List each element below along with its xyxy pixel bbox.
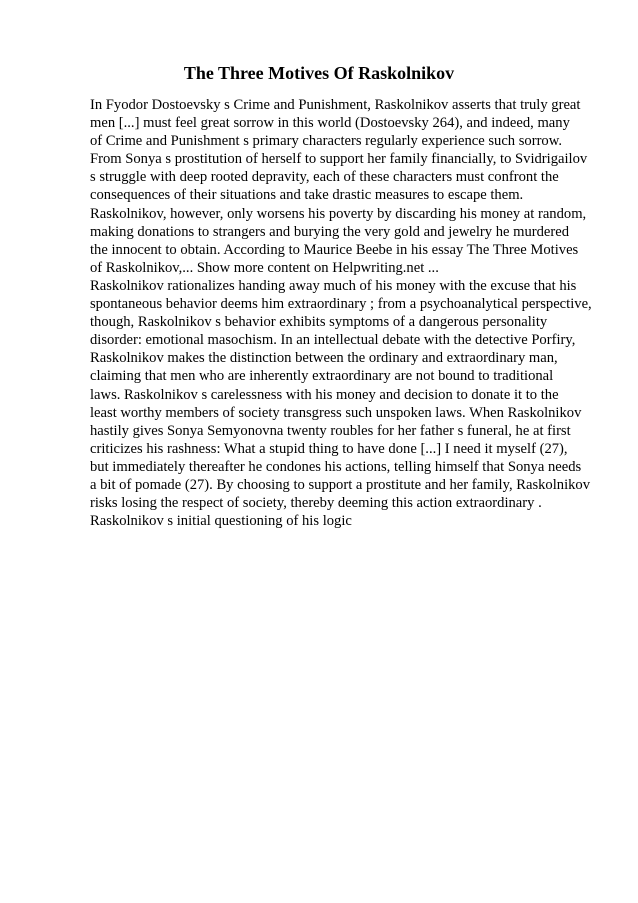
document-body	[90, 96, 592, 530]
body-line: least worthy members of society transgress such unspoken laws. When Raskolnikov	[90, 404, 582, 421]
body-line: disorder: emotional masochism. In an intellectual debate with the detective Porfiry,	[90, 332, 576, 349]
body-line: laws. Raskolnikov s carelessness with his money and decision to donate it to the	[90, 386, 559, 403]
body-line: s struggle with deep rooted depravity, each of these characters must confront the	[90, 169, 559, 186]
body-line: Raskolnikov, however, only worsens his poverty by discarding his money at random,	[90, 205, 587, 222]
body-line: making donations to strangers and burying the very gold and jewelry he murdered	[90, 223, 570, 240]
document-title: The Three Motives Of Raskolnikov	[183, 63, 455, 83]
body-line: spontaneous behavior deems him extraordinary ; from a psychoanalytical perspective,	[90, 296, 592, 313]
body-line: From Sonya s prostitution of herself to support her family financially, to Svidrigailov	[90, 151, 588, 168]
body-line: hastily gives Sonya Semyonovna twenty roubles for her father s funeral, he at first	[90, 422, 571, 439]
body-line: In Fyodor Dostoevsky s Crime and Punishment, Raskolnikov asserts that truly great	[90, 97, 581, 113]
body-line: criticizes his rashness: What a stupid thing to have done [...] I need it myself (27),	[90, 440, 568, 457]
body-line: Raskolnikov rationalizes handing away much of his money with the excuse that his	[90, 277, 577, 294]
body-line: but immediately thereafter he condones his actions, telling himself that Sonya needs	[90, 458, 582, 475]
body-line: though, Raskolnikov s behavior exhibits symptoms of a dangerous personality	[90, 314, 548, 331]
body-line: risks losing the respect of society, thereby deeming this action extraordinary .	[90, 495, 542, 512]
body-line: men [...] must feel great sorrow in this world (Dostoevsky 264), and indeed, many	[90, 115, 570, 132]
body-line: claiming that men who are inherently extraordinary are not bound to traditional	[90, 368, 554, 385]
body-line: a bit of pomade (27). By choosing to support a prostitute and her family, Raskolnikov	[90, 476, 591, 493]
body-line: of Crime and Punishment s primary characters regularly experience such sorrow.	[90, 133, 562, 150]
body-line: consequences of their situations and take drastic measures to escape them.	[90, 187, 524, 204]
body-line: of Raskolnikov,... Show more content on Helpwriting.net ...	[90, 259, 439, 276]
body-line: the innocent to obtain. According to Maurice Beebe in his essay The Three Motives	[90, 241, 579, 258]
body-line: Raskolnikov s initial questioning of his logic	[90, 513, 352, 530]
body-line: Raskolnikov makes the distinction between the ordinary and extraordinary man,	[90, 350, 558, 367]
